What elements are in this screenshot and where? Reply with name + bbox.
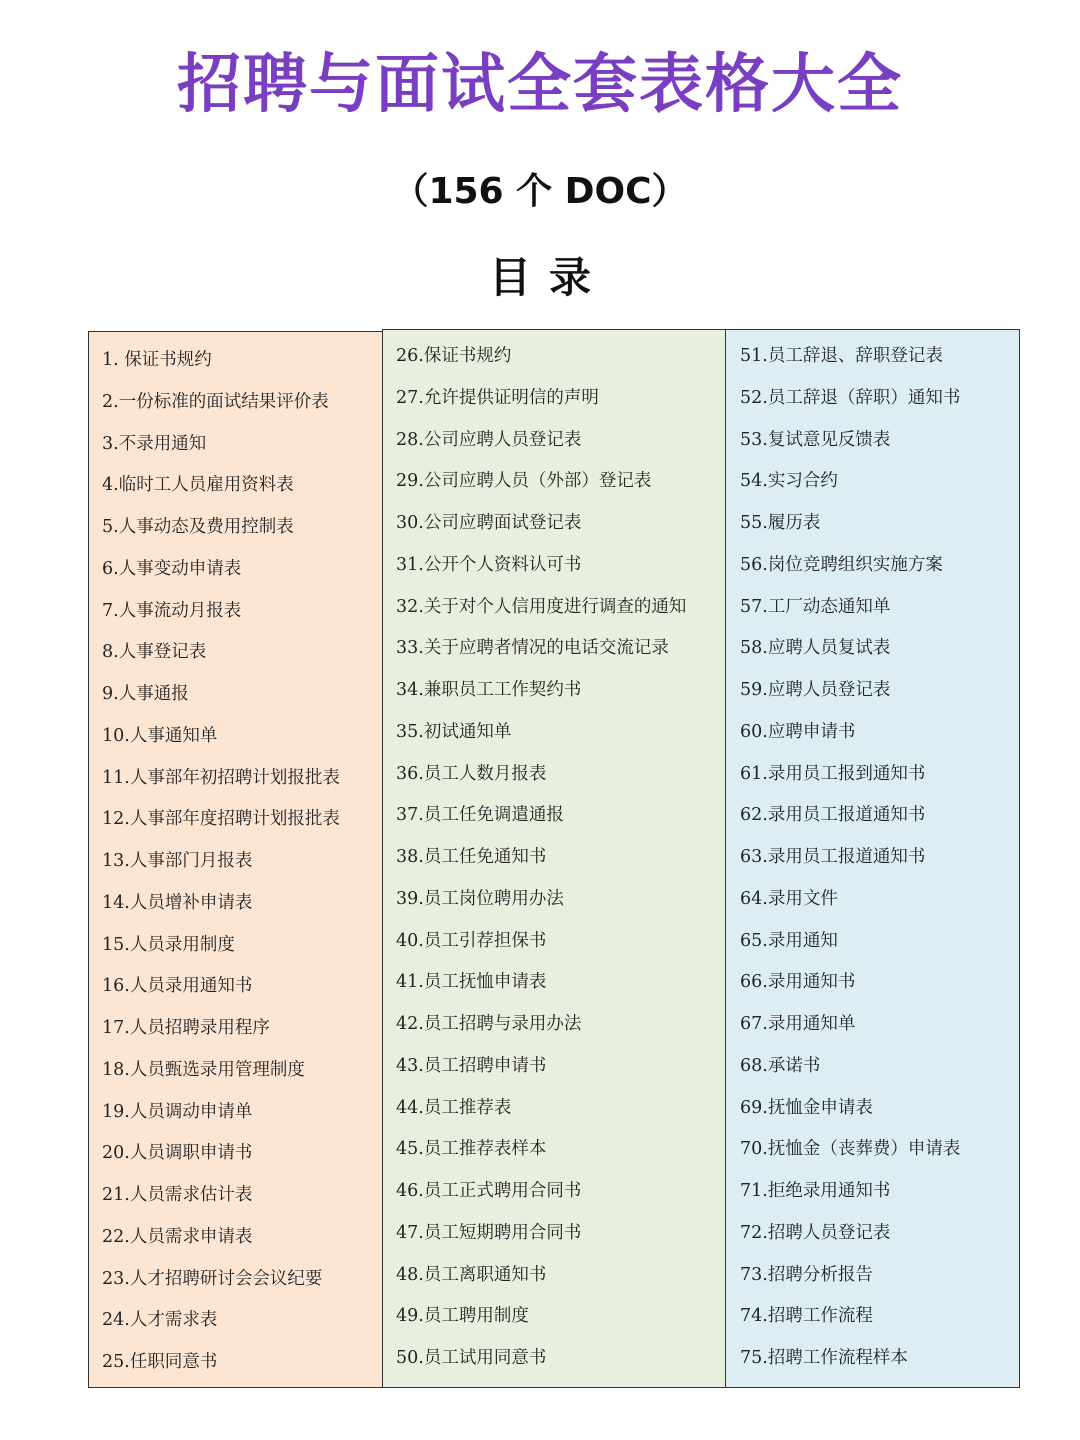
toc-item: 5.人事动态及费用控制表 xyxy=(102,517,294,537)
toc-item: 4.临时工人员雇用资料表 xyxy=(102,475,294,496)
toc-item: 24.人才需求表 xyxy=(102,1310,218,1331)
toc-item: 57.工厂动态通知单 xyxy=(740,596,891,617)
toc-item: 19.人员调动申请单 xyxy=(102,1101,253,1122)
toc-item: 62.录用员工报道通知书 xyxy=(740,805,926,826)
toc-item: 73.招聘分析报告 xyxy=(740,1264,873,1285)
toc-item: 63.录用员工报道通知书 xyxy=(740,847,926,867)
toc-item: 58.应聘人员复试表 xyxy=(740,638,891,659)
toc-item: 46.员工正式聘用合同书 xyxy=(396,1181,582,1201)
toc-item: 48.员工离职通知书 xyxy=(396,1264,547,1285)
toc-item: 25.任职同意书 xyxy=(102,1352,218,1372)
toc-item: 16.人员录用通知书 xyxy=(102,976,253,997)
toc-item: 3.不录用通知 xyxy=(102,433,207,454)
toc-item: 42.员工招聘与录用办法 xyxy=(396,1014,582,1034)
toc-item: 26.保证书规约 xyxy=(396,346,512,366)
toc-item: 23.人才招聘研讨会会议纪要 xyxy=(102,1268,323,1289)
toc-item: 32.关于对个人信用度进行调查的通知 xyxy=(396,596,687,617)
toc-item: 67.录用通知单 xyxy=(740,1014,856,1034)
toc-item: 18.人员甄选录用管理制度 xyxy=(102,1059,305,1080)
toc-item: 56.岗位竞聘组织实施方案 xyxy=(740,554,943,575)
toc-item: 71.拒绝录用通知书 xyxy=(740,1181,891,1201)
toc-item: 70.抚恤金（丧葬费）申请表 xyxy=(740,1139,961,1160)
toc-item: 50.员工试用同意书 xyxy=(396,1348,547,1368)
toc-item: 9.人事通报 xyxy=(102,684,189,704)
toc-item: 27.允许提供证明信的声明 xyxy=(396,387,599,408)
toc-column-2 xyxy=(382,329,727,1388)
toc-item: 47.员工短期聘用合同书 xyxy=(396,1222,582,1243)
toc-item: 60.应聘申请书 xyxy=(740,721,856,742)
toc-item: 49.员工聘用制度 xyxy=(396,1306,529,1327)
toc-item: 6.人事变动申请表 xyxy=(102,558,242,579)
toc-item: 54.实习合约 xyxy=(740,471,838,492)
toc-item: 33.关于应聘者情况的电话交流记录 xyxy=(396,638,669,659)
toc-item: 22.人员需求申请表 xyxy=(102,1226,253,1247)
toc-heading: 目录 xyxy=(488,253,609,302)
toc-column-3 xyxy=(725,329,1020,1388)
toc-item: 30.公司应聘面试登记表 xyxy=(396,513,582,533)
toc-item: 59.应聘人员登记表 xyxy=(740,680,891,700)
toc-item: 35.初试通知单 xyxy=(396,721,512,742)
toc-item: 31.公开个人资料认可书 xyxy=(396,554,582,575)
toc-item: 28.公司应聘人员登记表 xyxy=(396,429,582,450)
toc-item: 61.录用员工报到通知书 xyxy=(740,763,926,784)
toc-item: 40.员工引荐担保书 xyxy=(396,930,547,951)
toc-item: 55.履历表 xyxy=(740,513,821,533)
toc-item: 51.员工辞退、辞职登记表 xyxy=(740,346,943,366)
toc-item: 17.人员招聘录用程序 xyxy=(102,1018,270,1038)
document-subtitle: （156 个 DOC） xyxy=(392,171,688,212)
toc-item: 21.人员需求估计表 xyxy=(102,1185,253,1205)
toc-item: 13.人事部门月报表 xyxy=(102,851,253,871)
toc-item: 43.员工招聘申请书 xyxy=(396,1055,547,1076)
toc-item: 36.员工人数月报表 xyxy=(396,763,547,784)
toc-item: 1. 保证书规约 xyxy=(102,350,212,370)
toc-item: 7.人事流动月报表 xyxy=(102,600,242,621)
toc-item: 34.兼职员工工作契约书 xyxy=(396,680,582,700)
toc-item: 11.人事部年初招聘计划报批表 xyxy=(102,767,340,788)
toc-item: 44.员工推荐表 xyxy=(396,1097,512,1118)
toc-column-1 xyxy=(88,331,384,1388)
toc-item: 65.录用通知 xyxy=(740,930,838,951)
toc-item: 53.复试意见反馈表 xyxy=(740,429,891,450)
toc-item: 45.员工推荐表样本 xyxy=(396,1139,547,1160)
toc-item: 69.抚恤金申请表 xyxy=(740,1097,873,1118)
toc-item: 29.公司应聘人员（外部）登记表 xyxy=(396,471,652,492)
toc-item: 66.录用通知书 xyxy=(740,972,856,993)
toc-item: 10.人事通知单 xyxy=(102,725,218,746)
toc-item: 14.人员增补申请表 xyxy=(102,892,253,913)
toc-item: 38.员工任免通知书 xyxy=(396,847,547,867)
toc-item: 12.人事部年度招聘计划报批表 xyxy=(102,809,340,830)
toc-item: 41.员工抚恤申请表 xyxy=(396,972,547,993)
toc-item: 39.员工岗位聘用办法 xyxy=(396,888,564,909)
toc-item: 64.录用文件 xyxy=(740,888,838,909)
toc-item: 68.承诺书 xyxy=(740,1055,821,1076)
toc-item: 2.一份标准的面试结果评价表 xyxy=(102,391,329,412)
toc-item: 15.人员录用制度 xyxy=(102,934,235,955)
document-title: 招聘与面试全套表格大全 xyxy=(177,48,903,122)
toc-item: 37.员工任免调遣通报 xyxy=(396,805,564,826)
toc-item: 75.招聘工作流程样本 xyxy=(740,1348,908,1368)
toc-item: 74.招聘工作流程 xyxy=(740,1306,873,1327)
toc-item: 20.人员调职申请书 xyxy=(102,1143,253,1164)
toc-item: 8.人事登记表 xyxy=(102,642,207,663)
toc-item: 52.员工辞退（辞职）通知书 xyxy=(740,387,961,408)
toc-item: 72.招聘人员登记表 xyxy=(740,1222,891,1243)
